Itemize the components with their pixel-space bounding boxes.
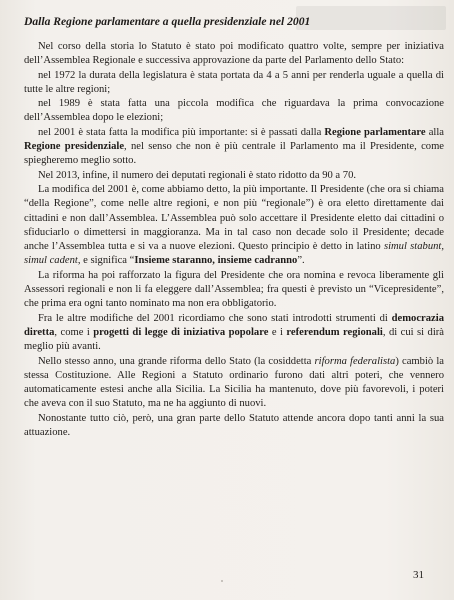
bold-term-regione-presidenziale: Regione presidenziale	[24, 141, 125, 153]
text-run: e i	[268, 326, 287, 338]
text-run: alla	[425, 126, 444, 138]
speck	[221, 580, 223, 582]
italic-term-riforma-federalista: riforma federalista	[314, 355, 396, 367]
text-run: , nel senso che non è più centrale il Parlamento ma il Presidente, come spiegheremo meglio sotto.	[24, 141, 445, 167]
latin-phrase: simul stabunt, simul cadent	[24, 241, 444, 267]
paragraph-1972: nel 1972 la durata della legislatura è stata portata da 4 a 5 anni per renderla uguale a quella di tutte le altre regioni;	[24, 69, 444, 95]
page-number: 31	[413, 569, 424, 581]
paragraph-democrazia-diretta	[24, 312, 444, 355]
text-run: Fra le altre modifiche del 2001 ricordiamo che sono stati introdotti strumenti di	[38, 312, 392, 324]
text-run: , come i	[54, 326, 94, 338]
paragraph-riforma-federalista	[24, 355, 444, 412]
paragraph-2013: Nel 2013, infine, il numero dei deputati regionali è stato ridotto da 90 a 70.	[38, 169, 357, 181]
paragraph-2001	[24, 126, 444, 169]
text-run: , di cui si dirà meglio più avanti.	[24, 326, 445, 353]
text-run: La modifica del 2001 è, come abbiamo detto, la più importante. Il Presidente (che ora si chiama “della Regione”, come nelle altre regioni, e non più “regionale”) è ora eletto direttamente dai cittadini e non dall’Assemblea. L’Assemblea può solo accettare il Presidente eletto dai cittadini o sfiduciarlo o dimettersi in maggioranza. Ma in tal caso non decade solo il Presidente; decade anche l’Assemblea tutta e si va a nuove elezioni. Questo principio è detto in latino	[24, 183, 444, 253]
bold-term-regione-parlamentare: Regione parlamentare	[324, 126, 426, 138]
bold-term-democrazia-diretta: democrazia diretta	[24, 312, 444, 338]
section-heading: Dalla Regione parlamentare a quella presidenziale nel 2001	[24, 15, 311, 28]
text-run: nel 2001 è stata fatta la modifica più importante: si è passati dalla	[38, 126, 325, 138]
paragraph-attuazione: Nonostante tutto ciò, però, una gran parte dello Statuto attende ancora dopo tanti anni la sua attuazione.	[24, 412, 444, 439]
paragraph-1989: nel 1989 è stata fatta una piccola modifica che riguardava la prima convocazione dell’Assemblea dopo le elezioni;	[24, 98, 444, 124]
text-run: , e significa “	[77, 255, 135, 267]
paragraph-assessori: La riforma ha poi rafforzato la figura del Presidente che ora nomina e revoca liberamente gli Assessori regionali e non li fa eleggere dall’Assemblea; fra questi è previsto un “Vicepresidente”, che prima era ogni tanto nominato ma non era obbligatorio.	[24, 269, 444, 310]
text-run: ) cambiò la stessa Costituzione. Alle Regioni a Statuto ordinario furono dati altri poteri, che vennero automaticamente estesi anche alla Sicilia. La Sicilia ha mantenuto, dove più favorevoli, i poteri che aveva con il suo Statuto, ma ne ha aggiunto di nuovi.	[24, 355, 445, 410]
paragraph-intro: Nel corso della storia lo Statuto è stato poi modificato quattro volte, sempre per iniziativa dell’Assemblea Regionale e successiva approvazione da parte del Parlamento dello Stato:	[24, 41, 444, 67]
text-run: ”.	[297, 255, 305, 267]
paragraph-presidente	[24, 183, 444, 269]
body-text	[24, 40, 444, 440]
bold-term-progetti-di-legge: progetti di legge di iniziativa popolare	[93, 326, 269, 338]
bold-term-referendum: referendum regionali	[286, 326, 383, 338]
text-run: Nello stesso anno, una grande riforma dello Stato (la cosiddetta	[38, 355, 315, 367]
bold-translation: Insieme staranno, insieme cadranno	[134, 255, 298, 267]
